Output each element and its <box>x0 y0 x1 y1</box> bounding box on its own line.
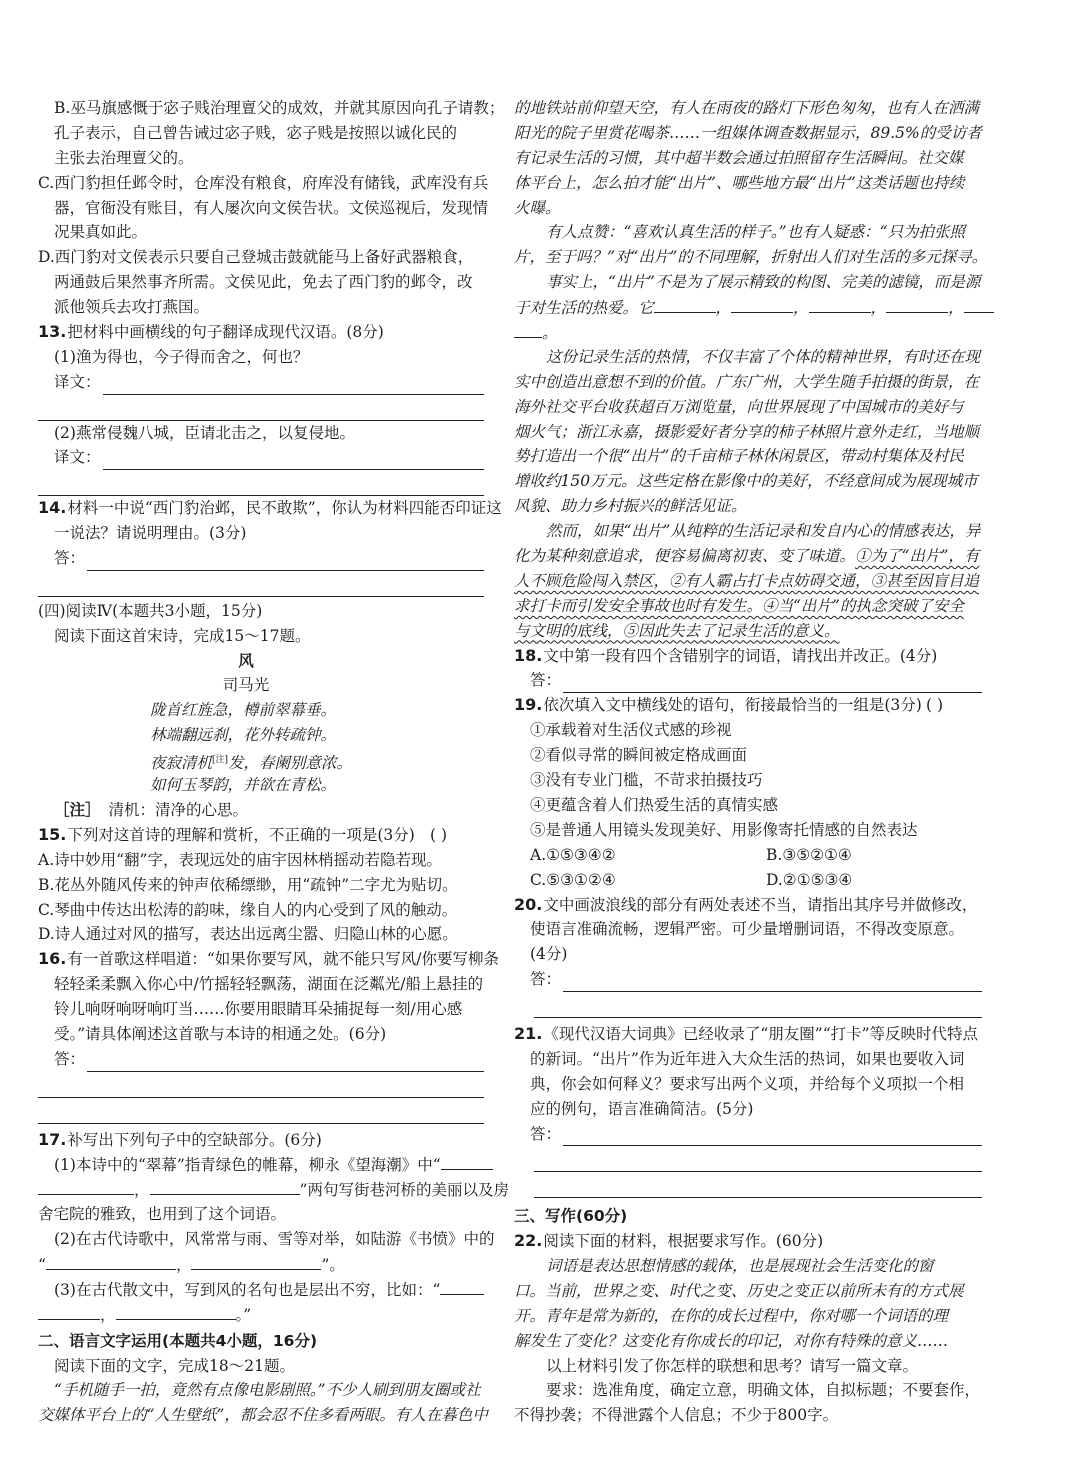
option-c-line: 器，官衙没有账目，有人屡次向文侯告状。文侯巡视后，发现情 <box>54 198 489 217</box>
question-19 <box>514 693 982 718</box>
section-4-intro: 阅读下面这首宋诗，完成15～17题。 <box>54 626 311 645</box>
question-text: 《现代汉语大词典》已经收录了“朋友圈”“打卡”等反映时代特点 <box>543 1024 979 1043</box>
question-13 <box>38 320 484 345</box>
question-15-option-d: D.诗人通过对风的描写，表达出远离尘嚣、归隐山林的心愿。 <box>38 925 458 944</box>
option-a: A.①⑤③④② <box>530 845 616 864</box>
passage-line: 实中创造出意想不到的价值。广东广州，大学生随手拍摄的街景，在 <box>514 372 980 391</box>
question-number: 14. <box>38 498 67 518</box>
question-19-options <box>514 843 982 868</box>
answer-line[interactable] <box>514 668 982 693</box>
passage-line: 化为某种刻意追求，便容易偏离初衷、变了味道。①为了“出片”，有 <box>514 547 980 566</box>
passage-line: 于对生活的热爱。它 ， ， ， ， <box>514 295 982 320</box>
question-22 <box>514 1229 982 1254</box>
passage-line <box>514 569 982 594</box>
note-text: 清机：清净的心思。 <box>108 800 249 819</box>
poem-author: 司马光 <box>222 676 270 695</box>
question-number: 19. <box>514 695 543 715</box>
question-14-text: 一说法？请说明理由。(3分) <box>54 524 247 543</box>
answer-label: 答： <box>54 1049 86 1068</box>
question-number: 21. <box>514 1023 543 1043</box>
wavy-underline-text: ①为了“出片”，有 <box>855 547 980 566</box>
answer-rule[interactable] <box>534 1146 982 1172</box>
question-13-sentence-2: (2)燕常侵魏八城，臣请北击之，以复侵地。 <box>54 423 355 442</box>
passage-line <box>514 594 982 619</box>
question-19-item: ④更蕴含着人们热爱生活的真情实感 <box>530 795 779 814</box>
question-17 <box>38 1128 484 1153</box>
question-16-text: 轻轻柔柔飘入你心中/竹摇轻轻飘荡，湖面在泛粼光/船上悬挂的 <box>54 975 483 994</box>
passage-line: 有人点赞：“喜欢认真生活的样子。”也有人疑惑：“只为拍张照 <box>546 223 966 242</box>
question-21-text: 的新词。“出片”作为近年进入大众生活的热词，如果也要收入词 <box>530 1049 965 1068</box>
question-text: 下列对这首诗的理解和赏析，不正确的一项是(3分) <box>67 825 415 844</box>
answer-line[interactable] <box>514 967 982 992</box>
fill-blank[interactable] <box>38 1177 134 1195</box>
answer-rule[interactable] <box>38 571 484 597</box>
question-14 <box>38 496 502 521</box>
question-number: 13. <box>38 322 67 342</box>
answer-line[interactable] <box>38 1047 484 1072</box>
option-b-line: 孔子表示，自己曾告诫过宓子贱，宓子贱是按照以诚化民的 <box>54 123 458 142</box>
fill-blank[interactable] <box>964 295 994 313</box>
section-2-intro: 阅读下面的文字，完成18～21题。 <box>54 1356 295 1375</box>
answer-paren[interactable]: ( ) <box>430 825 448 844</box>
fill-blank[interactable] <box>116 1302 236 1320</box>
option-c-line: C.西门豹担任邺令时，仓库没有粮食，府库没有储钱，武库没有兵 <box>38 173 489 192</box>
question-number: 18. <box>514 645 543 665</box>
writing-requirements: 不得抄袭；不得泄露个人信息；不少于800字。 <box>514 1406 839 1425</box>
poem-line: 陇首红旌急，樽前翠幕垂。 <box>150 701 337 720</box>
fill-blank[interactable] <box>38 1302 100 1320</box>
answer-rule[interactable] <box>38 470 484 496</box>
answer-rule[interactable] <box>38 395 484 421</box>
question-15 <box>38 823 484 848</box>
fill-blank[interactable] <box>886 295 948 313</box>
writing-material: 开。青年是常为新的，在你的成长过程中，你对哪一个词语的理 <box>514 1306 949 1325</box>
fill-blank[interactable] <box>809 295 871 313</box>
question-19-item: ①承载着对生活仪式感的珍视 <box>530 721 732 740</box>
question-17-item-1: 舍宅院的雅致，也用到了这个词语。 <box>38 1205 287 1224</box>
question-number: 22. <box>514 1231 543 1251</box>
right-column <box>514 96 988 1428</box>
answer-label: 答： <box>530 1124 562 1143</box>
passage-line: 的地铁站前仰望天空，有人在雨夜的路灯下形色匆匆，也有人在洒满 <box>514 99 980 117</box>
answer-rule[interactable] <box>38 1072 484 1098</box>
passage-line: 然而，如果“出片”从纯粹的生活记录和发自内心的情感表达，异 <box>546 522 981 541</box>
poem-line: 如何玉琴韵，并欲在青松。 <box>150 776 337 795</box>
footnote-mark: [注] <box>212 755 229 766</box>
question-text: 依次填入文中横线处的语句，衔接最恰当的一组是(3分) <box>543 696 922 715</box>
question-text: 有一首歌这样唱道：“如果你要写风，就不能只写风/你要写柳条 <box>67 950 499 969</box>
section-2-title: 二、语言文字运用(本题共4小题，16分) <box>38 1331 318 1350</box>
poem-title: 风 <box>238 651 254 670</box>
fill-blank[interactable] <box>731 295 793 313</box>
question-19-item: ②看似寻常的瞬间被定格成画面 <box>530 746 748 765</box>
question-20-text: 使语言准确流畅，逻辑严密。可少量增删词语，不得改变原意。 <box>530 920 965 939</box>
fill-blank[interactable] <box>191 1252 321 1270</box>
answer-line[interactable] <box>38 370 484 395</box>
question-21-text: 典，你会如何释义？要求写出两个义项，并给每个义项拟一个相 <box>530 1074 965 1093</box>
question-20 <box>514 893 982 918</box>
answer-paren[interactable]: ( ) <box>926 696 944 715</box>
question-16 <box>38 947 499 972</box>
wavy-underline-text: 求打卡而引发安全事故也时有发生。④当“出片”的执念突破了安全 <box>514 596 964 615</box>
question-number: 17. <box>38 1129 67 1149</box>
poem-note <box>38 798 484 823</box>
passage-line: “手机随手一拍，竟然有点像电影剧照。”不少人刷到朋友圈或社 <box>54 1381 481 1400</box>
option-b: B.③⑤②①④ <box>766 845 852 864</box>
option-b-line: B.巫马旗感慨于宓子贱治理亶父的成效，并就其原因向孔子请教； <box>54 99 505 117</box>
fill-blank[interactable] <box>440 1277 484 1295</box>
question-17-item-2: “ ， ”。 <box>38 1252 484 1277</box>
option-d: D.②①⑤③④ <box>766 870 853 889</box>
question-20-text: (4分) <box>530 945 568 964</box>
answer-label: 答： <box>530 671 562 690</box>
passage-line: 片，至于吗？”对“出片”的不同理解，折射出人们对生活的多元探寻。 <box>514 248 988 267</box>
poem-line: 林端翻远刹，花外转疏钟。 <box>150 726 337 745</box>
question-text: 把材料中画横线的句子翻译成现代汉语。(8分) <box>67 323 384 342</box>
answer-label: 答： <box>54 549 86 568</box>
question-15-option-a: A.诗中妙用“翻”字，表现远处的庙宇因林梢摇动若隐若现。 <box>38 850 442 869</box>
writing-prompt: 以上材料引发了你怎样的联想和思考？请写一篇文章。 <box>546 1356 919 1375</box>
poem-line: 夜寂清机[注]发，春阑别意浓。 <box>150 754 353 773</box>
answer-line[interactable] <box>514 1122 982 1147</box>
writing-material: 词语是表达思想情感的载体，也是展现社会生活变化的窗 <box>546 1256 934 1275</box>
question-17-item-3: (3)在古代散文中，写到风的名句也是层出不穷，比如：“ <box>38 1277 484 1302</box>
passage-line: 烟火气；浙江永嘉，摄影爱好者分享的柿子林照片意外走红，当地顺 <box>514 422 980 441</box>
question-number: 20. <box>514 894 543 914</box>
section-4-title: (四)阅读Ⅳ(本题共3小题，15分) <box>38 601 263 620</box>
answer-rule[interactable] <box>38 1098 484 1124</box>
writing-material: 解发生了变化？这变化有你成长的印记，对你有特殊的意义…… <box>514 1331 949 1350</box>
passage-line <box>514 619 982 644</box>
question-21 <box>514 1022 982 1047</box>
question-15-option-c: C.琴曲中传达出松涛的韵味，缘自人的内心受到了风的触动。 <box>38 900 458 919</box>
question-17-item-1: (1)本诗中的“翠幕”指青绿色的帷幕，柳永《望海潮》中“ <box>38 1152 484 1177</box>
question-17-item-2: (2)在古代诗歌中，风常常与雨、雪等对举，如陆游《书愤》中的 <box>54 1230 495 1249</box>
wavy-underline-text: 与文明的底线，⑤因此失去了记录生活的意义。 <box>514 621 840 640</box>
question-text: 材料一中说“西门豹治邺，民不敢欺”，你认为材料四能否印证这 <box>67 499 502 518</box>
option-b-line: 主张去治理亶父的。 <box>54 148 194 167</box>
question-text: 阅读下面的材料，根据要求写作。(60分) <box>543 1232 824 1251</box>
question-19-options <box>514 868 982 893</box>
section-3-title: 三、写作(60分) <box>514 1207 628 1226</box>
passage-line: 交媒体平台上的“人生壁纸”，都会忍不住多看两眼。有人在暮色中 <box>38 1406 488 1425</box>
passage-line: 火曝。 <box>514 198 561 217</box>
writing-material: 口。当前，世界之变、时代之变、历史之变正以前所未有的方式展 <box>514 1281 964 1300</box>
answer-label: 译文： <box>54 372 101 391</box>
fill-blank[interactable] <box>514 320 542 338</box>
passage-line: 。 <box>514 320 982 345</box>
question-21-text: 应的例句，语言准确简洁。(5分) <box>530 1099 754 1118</box>
option-d-line: D.西门豹对文侯表示只要自己登城击鼓就能马上备好武器粮食， <box>38 248 474 267</box>
question-text: 文中画波浪线的部分有两处表述不当，请指出其序号并做修改， <box>543 895 978 914</box>
question-number: 15. <box>38 824 67 844</box>
left-column <box>38 96 509 1428</box>
question-18 <box>514 644 982 669</box>
question-text: 补写出下列句子中的空缺部分。(6分) <box>67 1130 322 1149</box>
option-d-line: 派他领兵去攻打燕国。 <box>54 298 210 317</box>
passage-line: 风貌、助力乡村振兴的鲜活见证。 <box>514 497 747 516</box>
option-c-line: 况果真如此。 <box>54 223 148 242</box>
question-16-text: 受。”请具体阐述这首歌与本诗的相通之处。(6分) <box>54 1024 387 1043</box>
answer-rule[interactable] <box>534 992 982 1018</box>
note-label: ［注］ <box>54 799 101 819</box>
question-17-item-3: ， 。” <box>38 1302 484 1327</box>
question-19-item: ⑤是普通人用镜头发现美好、用影像寄托情感的自然表达 <box>530 820 918 839</box>
question-number: 16. <box>38 949 67 969</box>
passage-line: 体平台上，怎么拍才能“出片”、哪些地方最“出片”这类话题也持续 <box>514 173 965 192</box>
option-d-line: 两通鼓后果然事齐所需。文侯见此，免去了西门豹的邺令，改 <box>54 273 473 292</box>
answer-line[interactable] <box>38 546 484 571</box>
passage-line: 势打造出一个很“出片”的千亩柿子林休闲景区，带动村集体及村民 <box>514 447 964 466</box>
question-19-item: ③没有专业门槛，不苛求拍摄技巧 <box>530 771 763 790</box>
passage-line: 事实上，“出片”不是为了展示精致的构图、完美的滤镜，而是源 <box>546 273 981 292</box>
fill-blank[interactable] <box>441 1152 493 1170</box>
option-c: C.⑤③①②④ <box>530 870 616 889</box>
question-13-sentence-1: (1)渔为得也，今子得而舍之，何也？ <box>54 347 309 366</box>
fill-blank[interactable] <box>654 295 716 313</box>
fill-blank[interactable] <box>46 1252 176 1270</box>
answer-label: 答： <box>530 970 562 989</box>
answer-line[interactable] <box>38 445 484 470</box>
passage-line: 海外社交平台收获超百万浏览量，向世界展现了中国城市的美好与 <box>514 397 964 416</box>
wavy-underline-text: 人不顾危险闯入禁区，②有人霸占打卡点妨碍交通，③甚至因盲目追 <box>514 571 980 590</box>
question-text: 文中第一段有四个含错别字的词语，请找出并改正。(4分) <box>543 646 938 665</box>
question-17-item-1: ， ”两句写街巷河桥的美丽以及房 <box>38 1177 484 1202</box>
passage-line: 阳光的院子里赏花喝茶……一组媒体调查数据显示，89.5%的受访者 <box>514 123 982 142</box>
answer-label: 译文： <box>54 448 101 467</box>
question-16-text: 铃儿响呀响呀响叮当……你要用眼睛耳朵捕捉每一刻/用心感 <box>54 1000 463 1019</box>
passage-line: 有记录生活的习惯，其中超半数会通过拍照留存生活瞬间。社交媒 <box>514 148 964 167</box>
question-15-option-b: B.花丛外随风传来的钟声依稀缥缈，用“疏钟”二字尤为贴切。 <box>38 875 458 894</box>
passage-line: 这份记录生活的热情，不仅丰富了个体的精神世界，有时还在现 <box>546 347 981 366</box>
fill-blank[interactable] <box>150 1177 300 1195</box>
passage-line: 增收约150万元。这些定格在影像中的美好，不经意间成为展现城市 <box>514 472 978 491</box>
writing-requirements: 要求：选准角度，确定立意，明确文体，自拟标题；不要套作， <box>546 1381 981 1400</box>
answer-rule[interactable] <box>534 1172 982 1198</box>
